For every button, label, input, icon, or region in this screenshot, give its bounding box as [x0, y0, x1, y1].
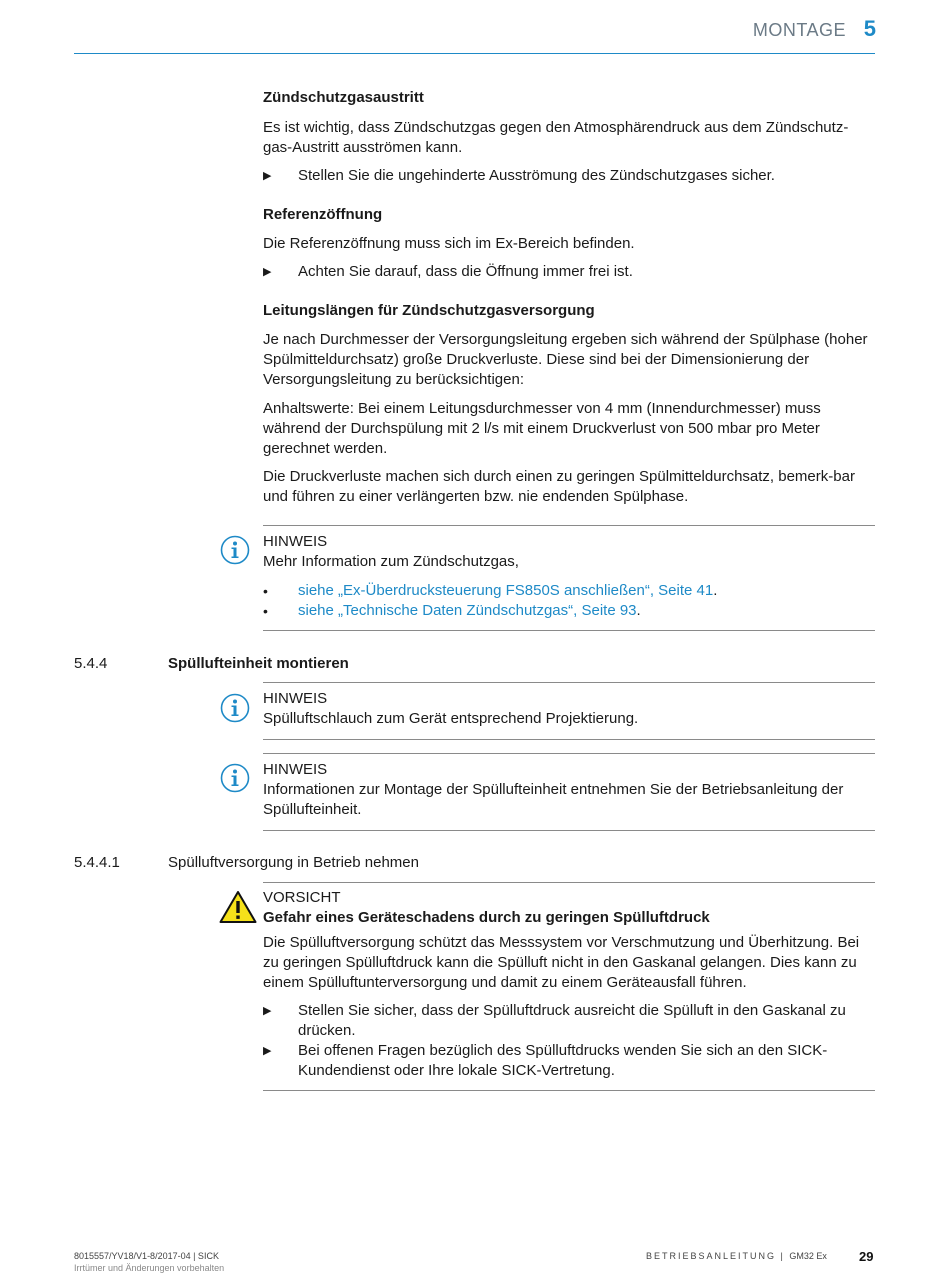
chapter-number: 5 — [863, 16, 876, 41]
list-item — [263, 262, 875, 282]
note-text: Mehr Information zum Zündschutzgas, — [263, 553, 519, 570]
footer-product: GM32 Ex — [789, 1251, 827, 1261]
note-bottom-rule — [263, 739, 875, 740]
section-number: 5.4.4.1 — [74, 854, 120, 871]
link-technische-daten[interactable]: siehe „Technische Daten Zündschutzgas“, Seite 93 — [298, 602, 637, 619]
triangle-bullet-icon: ▶ — [263, 266, 272, 278]
header-divider — [74, 53, 875, 54]
note-text: Informationen zur Montage der Spüllufteinheit entnehmen Sie der Betriebsanleitung der Spüllufteinheit. — [263, 781, 844, 818]
link-suffix: . — [713, 582, 718, 599]
note-bottom-rule — [263, 830, 875, 831]
caution-bottom-rule — [263, 1090, 875, 1091]
list-item — [263, 1001, 875, 1041]
note-bottom-rule — [263, 630, 875, 631]
triangle-bullet-icon: ▶ — [263, 1005, 272, 1017]
note-top-rule — [263, 682, 875, 683]
note-label: HINWEIS — [263, 533, 328, 550]
note-label: HINWEIS — [263, 761, 328, 778]
footer-disclaimer: Irrtümer und Änderungen vorbehalten — [74, 1263, 225, 1273]
heading-leitungslaengen: Leitungslängen für Zündschutzgasversorgung — [263, 302, 595, 319]
paragraph: Es ist wichtig, dass Zündschutzgas gegen den Atmosphärendruck aus dem Zündschutz-gas-Austritt ausströmen kann. — [263, 119, 849, 156]
footer-doc-info — [74, 1250, 224, 1274]
chapter-title: MONTAGE — [752, 20, 846, 40]
list-item — [263, 1041, 875, 1081]
footer-manual-label: BETRIEBSANLEITUNG | — [646, 1251, 785, 1261]
paragraph: Die Druckverluste machen sich durch einen zu geringen Spülmitteldurchsatz, bemerk-bar und führen zu einer verlängerten bzw. nie endenden Spülphase. — [263, 468, 855, 505]
section-title: Spüllufteinheit montieren — [168, 655, 349, 672]
info-icon — [220, 535, 250, 565]
caution-text: Die Spülluftversorgung schützt das Messsystem vor Verschmutzung und Überhitzung. Bei zu geringen Spülluftdruck kann die Spülluft nicht in den Gaskanal gelangen. Dies kann zu einem Spülluftunterversorgung und damit zu einem Geräteausfall führen. — [263, 934, 860, 991]
paragraph: Je nach Durchmesser der Versorgungsleitung ergeben sich während der Spülphase (hoher Spülmitteldurchsatz) große Druckverluste. Diese sind bei der Dimensionierung der Versorgungsleitung zu berücksichtigen: — [263, 331, 868, 388]
dot-bullet-icon: • — [263, 583, 268, 599]
note-top-rule — [263, 753, 875, 754]
caution-label: VORSICHT — [263, 889, 341, 906]
list-item — [263, 166, 875, 186]
warning-icon — [219, 890, 257, 924]
paragraph: Anhaltswerte: Bei einem Leitungsdurchmesser von 4 mm (Innendurchmesser) muss während der Durchspülung mit 2 l/s mit einem Druckverlust von 500 mbar pro Meter gerechnet werden. — [263, 400, 821, 457]
section-number: 5.4.4 — [74, 655, 108, 672]
dot-bullet-icon: • — [263, 603, 268, 619]
note-label: HINWEIS — [263, 690, 328, 707]
page-number: 29 — [859, 1249, 874, 1264]
footer-manual — [646, 1251, 827, 1261]
triangle-bullet-icon: ▶ — [263, 170, 272, 182]
link-suffix: . — [636, 602, 641, 619]
link-item — [263, 601, 875, 621]
paragraph: Die Referenzöffnung muss sich im Ex-Bereich befinden. — [263, 235, 635, 252]
list-item-text: Achten Sie darauf, dass die Öffnung immer frei ist. — [298, 263, 633, 280]
heading-referenzoeffnung: Referenzöffnung — [263, 206, 383, 223]
note-top-rule — [263, 525, 875, 526]
section-title: Spülluftversorgung in Betrieb nehmen — [168, 854, 419, 871]
info-icon — [220, 693, 250, 723]
footer-doc-number: 8015557/YV18/V1-8/2017-04 | SICK — [74, 1251, 219, 1261]
list-item-text: Bei offenen Fragen bezüglich des Spülluftdrucks wenden Sie sich an den SICK-Kundendienst oder Ihre lokale SICK-Vertretung. — [298, 1042, 828, 1079]
link-ex-ueberdrucksteuerung[interactable]: siehe „Ex-Überdrucksteuerung FS850S anschließen“, Seite 41 — [298, 582, 714, 599]
triangle-bullet-icon: ▶ — [263, 1045, 272, 1057]
caution-title: Gefahr eines Geräteschadens durch zu geringen Spülluftdruck — [263, 909, 710, 926]
info-icon — [220, 763, 250, 793]
note-text: Spülluftschlauch zum Gerät entsprechend Projektierung. — [263, 710, 639, 727]
heading-zuendschutzgasaustritt: Zündschutzgasaustritt — [263, 89, 424, 106]
link-item — [263, 581, 875, 601]
list-item-text: Stellen Sie die ungehinderte Ausströmung des Zündschutzgases sicher. — [298, 167, 775, 184]
caution-top-rule — [263, 882, 875, 883]
list-item-text: Stellen Sie sicher, dass der Spülluftdruck ausreicht die Spülluft in den Gaskanal zu drücken. — [298, 1002, 846, 1039]
